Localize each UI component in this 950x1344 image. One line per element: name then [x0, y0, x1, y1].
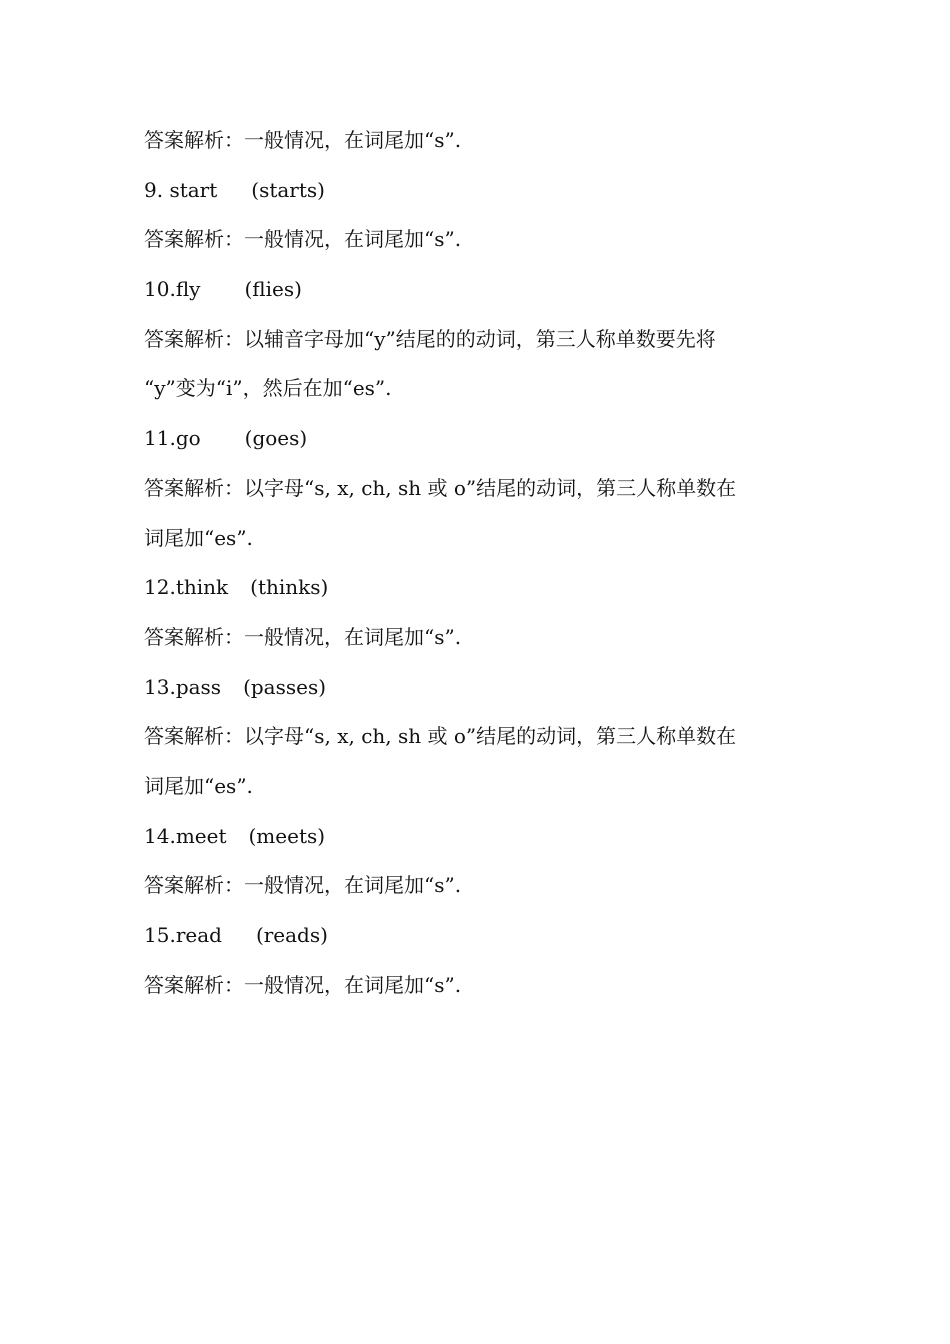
exercise-item: [144, 172, 824, 222]
exercise-item: [144, 917, 824, 967]
item-number: 15.: [144, 923, 176, 947]
item-answer: (reads): [255, 923, 328, 947]
item-number: 11.: [144, 426, 176, 451]
exercise-item: [144, 420, 824, 470]
answer-explanation: 答案解析：一般情况，在词尾加“s”.: [144, 873, 462, 898]
item-number: 14.: [144, 823, 176, 848]
item-answer: (goes): [244, 426, 308, 451]
item-answer: (flies): [244, 277, 302, 302]
item-word: meet: [175, 823, 227, 848]
answer-explanation: 答案解析：以字母“s, x, ch, sh 或 o”结尾的动词，第三人称单数在: [144, 475, 737, 500]
item-word: pass: [175, 674, 222, 699]
item-word: read: [175, 923, 222, 947]
item-word: start: [163, 177, 218, 202]
answer-explanation: 答案解析：以字母“s, x, ch, sh 或 o”结尾的动词，第三人称单数在: [144, 724, 737, 749]
answer-explanation: 答案解析：一般情况，在词尾加“s”.: [144, 972, 462, 997]
item-word: fly: [175, 277, 201, 302]
item-number: 9.: [144, 177, 164, 202]
answer-explanation: 答案解析：一般情况，在词尾加“s”.: [144, 128, 462, 152]
answer-explanation: 词尾加“es”.: [144, 525, 253, 550]
answer-explanation: 词尾加“es”.: [144, 773, 253, 798]
item-number: 13.: [144, 674, 176, 699]
answer-explanation: 答案解析：以辅音字母加“y”结尾的的动词，第三人称单数要先将: [144, 326, 716, 351]
item-answer: (starts): [251, 177, 325, 202]
answer-explanation: 答案解析：一般情况，在词尾加“s”.: [144, 624, 462, 649]
exercise-item: [144, 569, 824, 619]
answer-explanation: “y”变为“i”，然后在加“es”.: [144, 376, 392, 401]
exercise-item: [144, 818, 824, 868]
item-number: 12.: [144, 575, 176, 600]
answer-explanation: 答案解析：一般情况，在词尾加“s”.: [144, 227, 462, 252]
item-number: 10.: [144, 277, 176, 302]
document-body: [144, 122, 824, 1016]
item-word: go: [175, 426, 201, 451]
item-answer: (thinks): [250, 575, 329, 600]
exercise-item: [144, 271, 824, 321]
item-answer: (meets): [248, 823, 326, 848]
exercise-item: [144, 669, 824, 719]
item-word: think: [175, 575, 229, 600]
item-answer: (passes): [243, 674, 327, 699]
